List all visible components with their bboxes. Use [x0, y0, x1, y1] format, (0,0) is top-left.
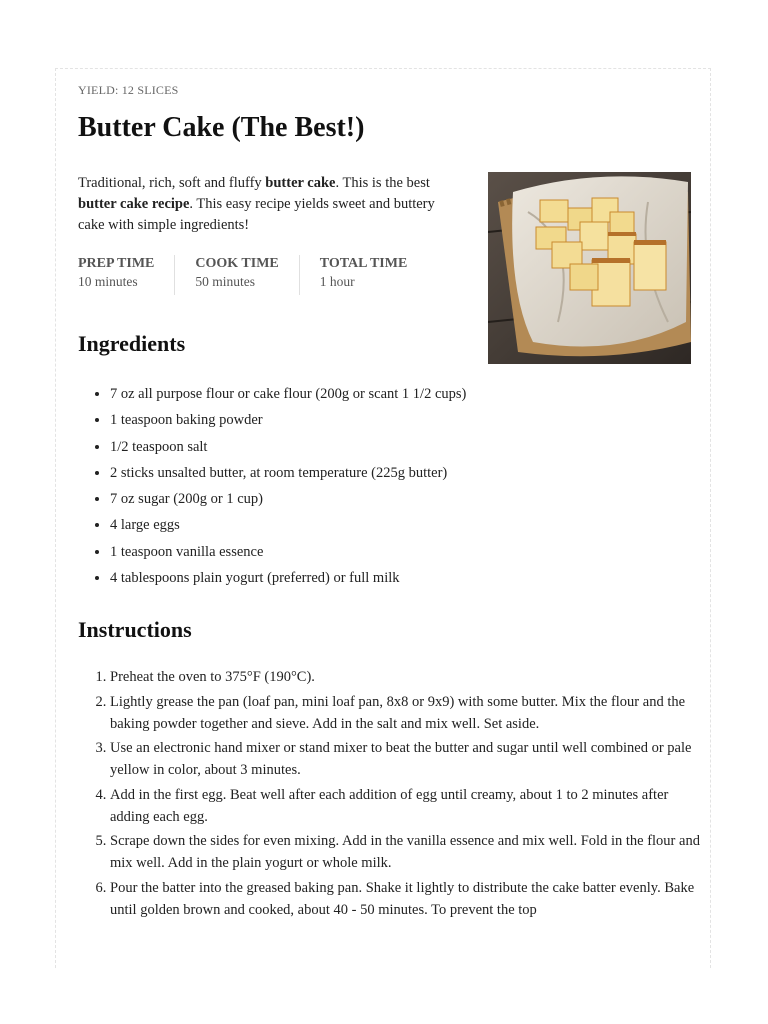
recipe-summary [78, 173, 458, 236]
recipe-card [55, 68, 711, 968]
recipe-yield: YIELD: 12 SLICES [78, 83, 179, 97]
ingredient-item: • 1 teaspoon baking powder [110, 407, 466, 433]
summary-bold-keyword[interactable]: butter cake recipe [78, 196, 190, 212]
ingredient-item: • 4 tablespoons plain yogurt (preferred) or full milk [110, 565, 466, 591]
ingredient-item: • 2 sticks unsalted butter, at room temperature (225g butter) [110, 460, 466, 486]
instruction-step: 3. Use an electronic hand mixer or stand mixer to beat the butter and sugar until well combined or pale yellow in color, about 3 minutes. [110, 737, 700, 781]
time-value: 10 minutes [78, 274, 138, 289]
recipe-title: Butter Cake (The Best!) [78, 112, 365, 143]
ingredient-item: • 4 large eggs [110, 512, 466, 538]
prep-time [78, 255, 175, 295]
ingredients-list [78, 381, 466, 591]
summary-bold-keyword[interactable]: butter cake [265, 175, 336, 191]
total-time [320, 255, 428, 295]
recipe-photo [488, 172, 691, 364]
time-value: 50 minutes [195, 274, 255, 289]
instruction-step: 5. Scrape down the sides for even mixing. Add in the vanilla essence and mix well. Fold in the flour and mix well. Add in the plain yogurt or whole milk. [110, 830, 700, 874]
time-label: TOTAL TIME [319, 256, 408, 271]
ingredient-item: • 1/2 teaspoon salt [110, 434, 466, 460]
summary-text: Traditional, rich, soft and fluffy [78, 175, 266, 191]
recipe-times [78, 255, 447, 295]
time-value: 1 hour [319, 274, 355, 289]
time-label: PREP TIME [78, 256, 155, 271]
time-label: COOK TIME [195, 256, 279, 271]
instruction-step: 4. Add in the first egg. Beat well after each addition of egg until creamy, about 1 to 2 minutes after adding each egg. [110, 784, 700, 828]
instruction-step: 6. Pour the batter into the greased baking pan. Shake it lightly to distribute the cake batter evenly. Bake until golden brown and cooked, about 40 - 50 minutes. To prevent the top [110, 877, 700, 921]
instruction-step: 2. Lightly grease the pan (loaf pan, mini loaf pan, 8x8 or 9x9) with some butter. Mix the flour and the baking powder together and sieve. Add in the salt and mix well. Set aside. [110, 691, 700, 735]
summary-text: . This easy recipe yields sweet and buttery cake with simple ingredients! [78, 196, 435, 233]
instruction-step: 1. Preheat the oven to 375°F (190°C). [110, 666, 700, 688]
ingredient-item: • 7 oz sugar (200g or 1 cup) [110, 486, 466, 512]
butter-cake-photo-graphic [488, 172, 691, 364]
ingredient-item: • 1 teaspoon vanilla essence [110, 539, 466, 565]
ingredients-heading: Ingredients [78, 331, 186, 356]
instructions-heading: Instructions [78, 617, 192, 642]
instructions-list [78, 666, 700, 923]
summary-text: . This is the best [335, 175, 430, 191]
cook-time [195, 255, 299, 295]
ingredient-item: • 7 oz all purpose flour or cake flour (200g or scant 1 1/2 cups) [110, 381, 466, 407]
